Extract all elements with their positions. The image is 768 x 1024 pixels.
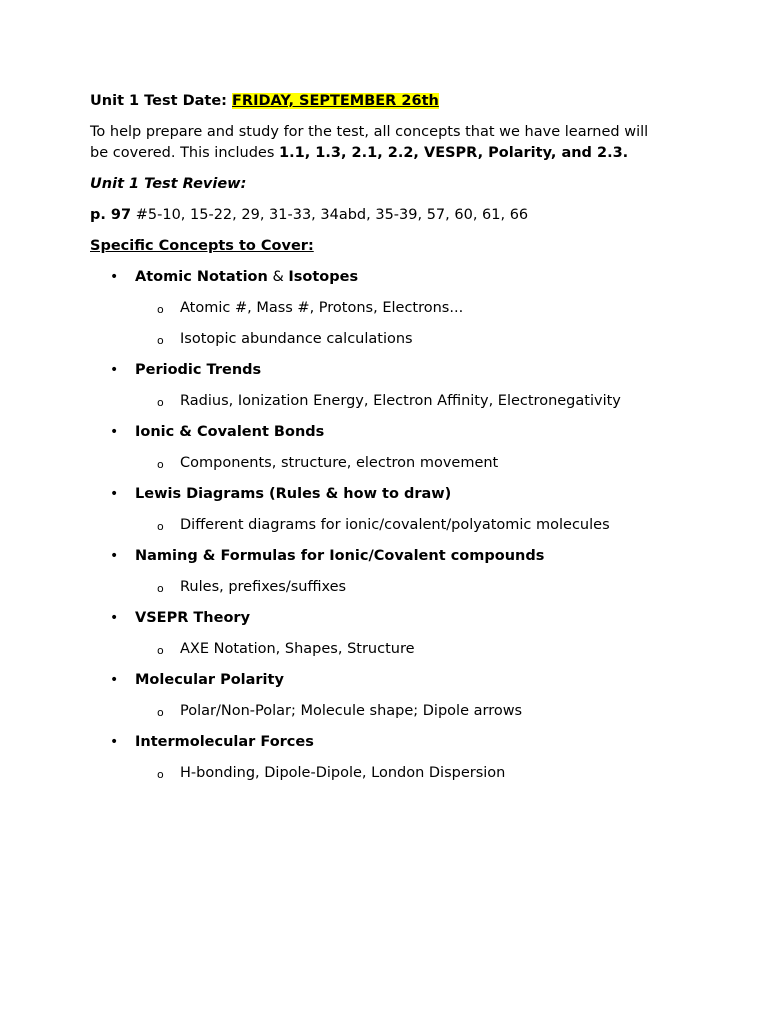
concept-item bbox=[90, 422, 690, 474]
concept-subitem bbox=[135, 577, 690, 598]
sub-bullet-icon: o bbox=[157, 706, 164, 719]
concept-title-part: Atomic Notation bbox=[135, 269, 268, 285]
sub-bullet-icon: o bbox=[157, 334, 164, 347]
concept-title: Naming & Formulas for Ionic/Covalent compounds bbox=[135, 548, 545, 564]
bullet-icon: • bbox=[110, 424, 119, 440]
concepts-heading: Specific Concepts to Cover: bbox=[90, 238, 314, 254]
intro-line-2-sections: 1.1, 1.3, 2.1, 2.2, VESPR, Polarity, and 2.3. bbox=[279, 145, 629, 161]
concept-title: Periodic Trends bbox=[135, 362, 262, 378]
concept-subitem bbox=[135, 639, 690, 660]
test-date-line bbox=[90, 91, 690, 112]
bullet-icon: • bbox=[110, 486, 119, 502]
concept-item bbox=[90, 360, 690, 412]
sub-bullet-icon: o bbox=[157, 582, 164, 595]
intro-line-2-prefix: be covered. This includes bbox=[90, 145, 280, 161]
concept-subitem-text: H-bonding, Dipole-Dipole, London Dispersion bbox=[180, 765, 506, 781]
concept-subitem-text: Rules, prefixes/suffixes bbox=[180, 579, 347, 595]
review-heading: Unit 1 Test Review: bbox=[90, 176, 247, 192]
concept-title: VSEPR Theory bbox=[135, 610, 251, 626]
bullet-icon: • bbox=[110, 610, 119, 626]
concept-subitem bbox=[135, 701, 690, 722]
concept-title-joiner: & bbox=[267, 269, 289, 285]
sub-bullet-icon: o bbox=[157, 303, 164, 316]
sub-bullet-icon: o bbox=[157, 520, 164, 533]
concept-subitem-text: Polar/Non-Polar; Molecule shape; Dipole arrows bbox=[180, 703, 523, 719]
sub-bullet-icon: o bbox=[157, 768, 164, 781]
concept-item bbox=[90, 546, 690, 598]
concept-title: Molecular Polarity bbox=[135, 672, 284, 688]
bullet-icon: • bbox=[110, 362, 119, 378]
intro-paragraph bbox=[90, 122, 690, 164]
intro-line-1: To help prepare and study for the test, all concepts that we have learned will bbox=[90, 124, 649, 140]
concept-subitem bbox=[135, 515, 690, 536]
concept-subitem bbox=[135, 329, 690, 350]
concept-subitem bbox=[135, 763, 690, 784]
concept-subitem-text: Radius, Ionization Energy, Electron Affinity, Electronegativity bbox=[180, 393, 621, 409]
concept-subitem-text: Components, structure, electron movement bbox=[180, 455, 499, 471]
concept-item bbox=[90, 608, 690, 660]
bullet-icon: • bbox=[110, 269, 119, 285]
concept-item bbox=[90, 670, 690, 722]
concept-subitem-text: Different diagrams for ionic/covalent/polyatomic molecules bbox=[180, 517, 610, 533]
review-problems-line bbox=[90, 205, 690, 226]
concept-title-part: Isotopes bbox=[288, 269, 359, 285]
sub-bullet-icon: o bbox=[157, 458, 164, 471]
concept-list bbox=[90, 267, 690, 784]
concept-subitem bbox=[135, 391, 690, 412]
review-heading-line bbox=[90, 174, 690, 195]
test-date-label: Unit 1 Test Date: bbox=[90, 93, 233, 109]
concept-subitem bbox=[135, 453, 690, 474]
concept-title: Ionic & Covalent Bonds bbox=[135, 424, 325, 440]
sub-bullet-icon: o bbox=[157, 644, 164, 657]
bullet-icon: • bbox=[110, 548, 119, 564]
test-date-value: FRIDAY, SEPTEMBER 26th bbox=[232, 93, 439, 109]
concept-item bbox=[90, 732, 690, 784]
document-page bbox=[90, 91, 690, 784]
concept-subitem-text: AXE Notation, Shapes, Structure bbox=[180, 641, 415, 657]
review-page-ref: p. 97 bbox=[90, 207, 132, 223]
review-problem-list: #5-10, 15-22, 29, 31-33, 34abd, 35-39, 57, 60, 61, 66 bbox=[131, 207, 529, 223]
concept-item bbox=[90, 484, 690, 536]
bullet-icon: • bbox=[110, 672, 119, 688]
sub-bullet-icon: o bbox=[157, 396, 164, 409]
concept-subitem-text: Atomic #, Mass #, Protons, Electrons... bbox=[180, 300, 464, 316]
concept-title: Lewis Diagrams (Rules & how to draw) bbox=[135, 486, 452, 502]
concept-subitem bbox=[135, 298, 690, 319]
bullet-icon: • bbox=[110, 734, 119, 750]
concepts-heading-line bbox=[90, 236, 690, 257]
concept-title: Intermolecular Forces bbox=[135, 734, 314, 750]
concept-subitem-text: Isotopic abundance calculations bbox=[180, 331, 413, 347]
concept-item bbox=[90, 267, 690, 350]
